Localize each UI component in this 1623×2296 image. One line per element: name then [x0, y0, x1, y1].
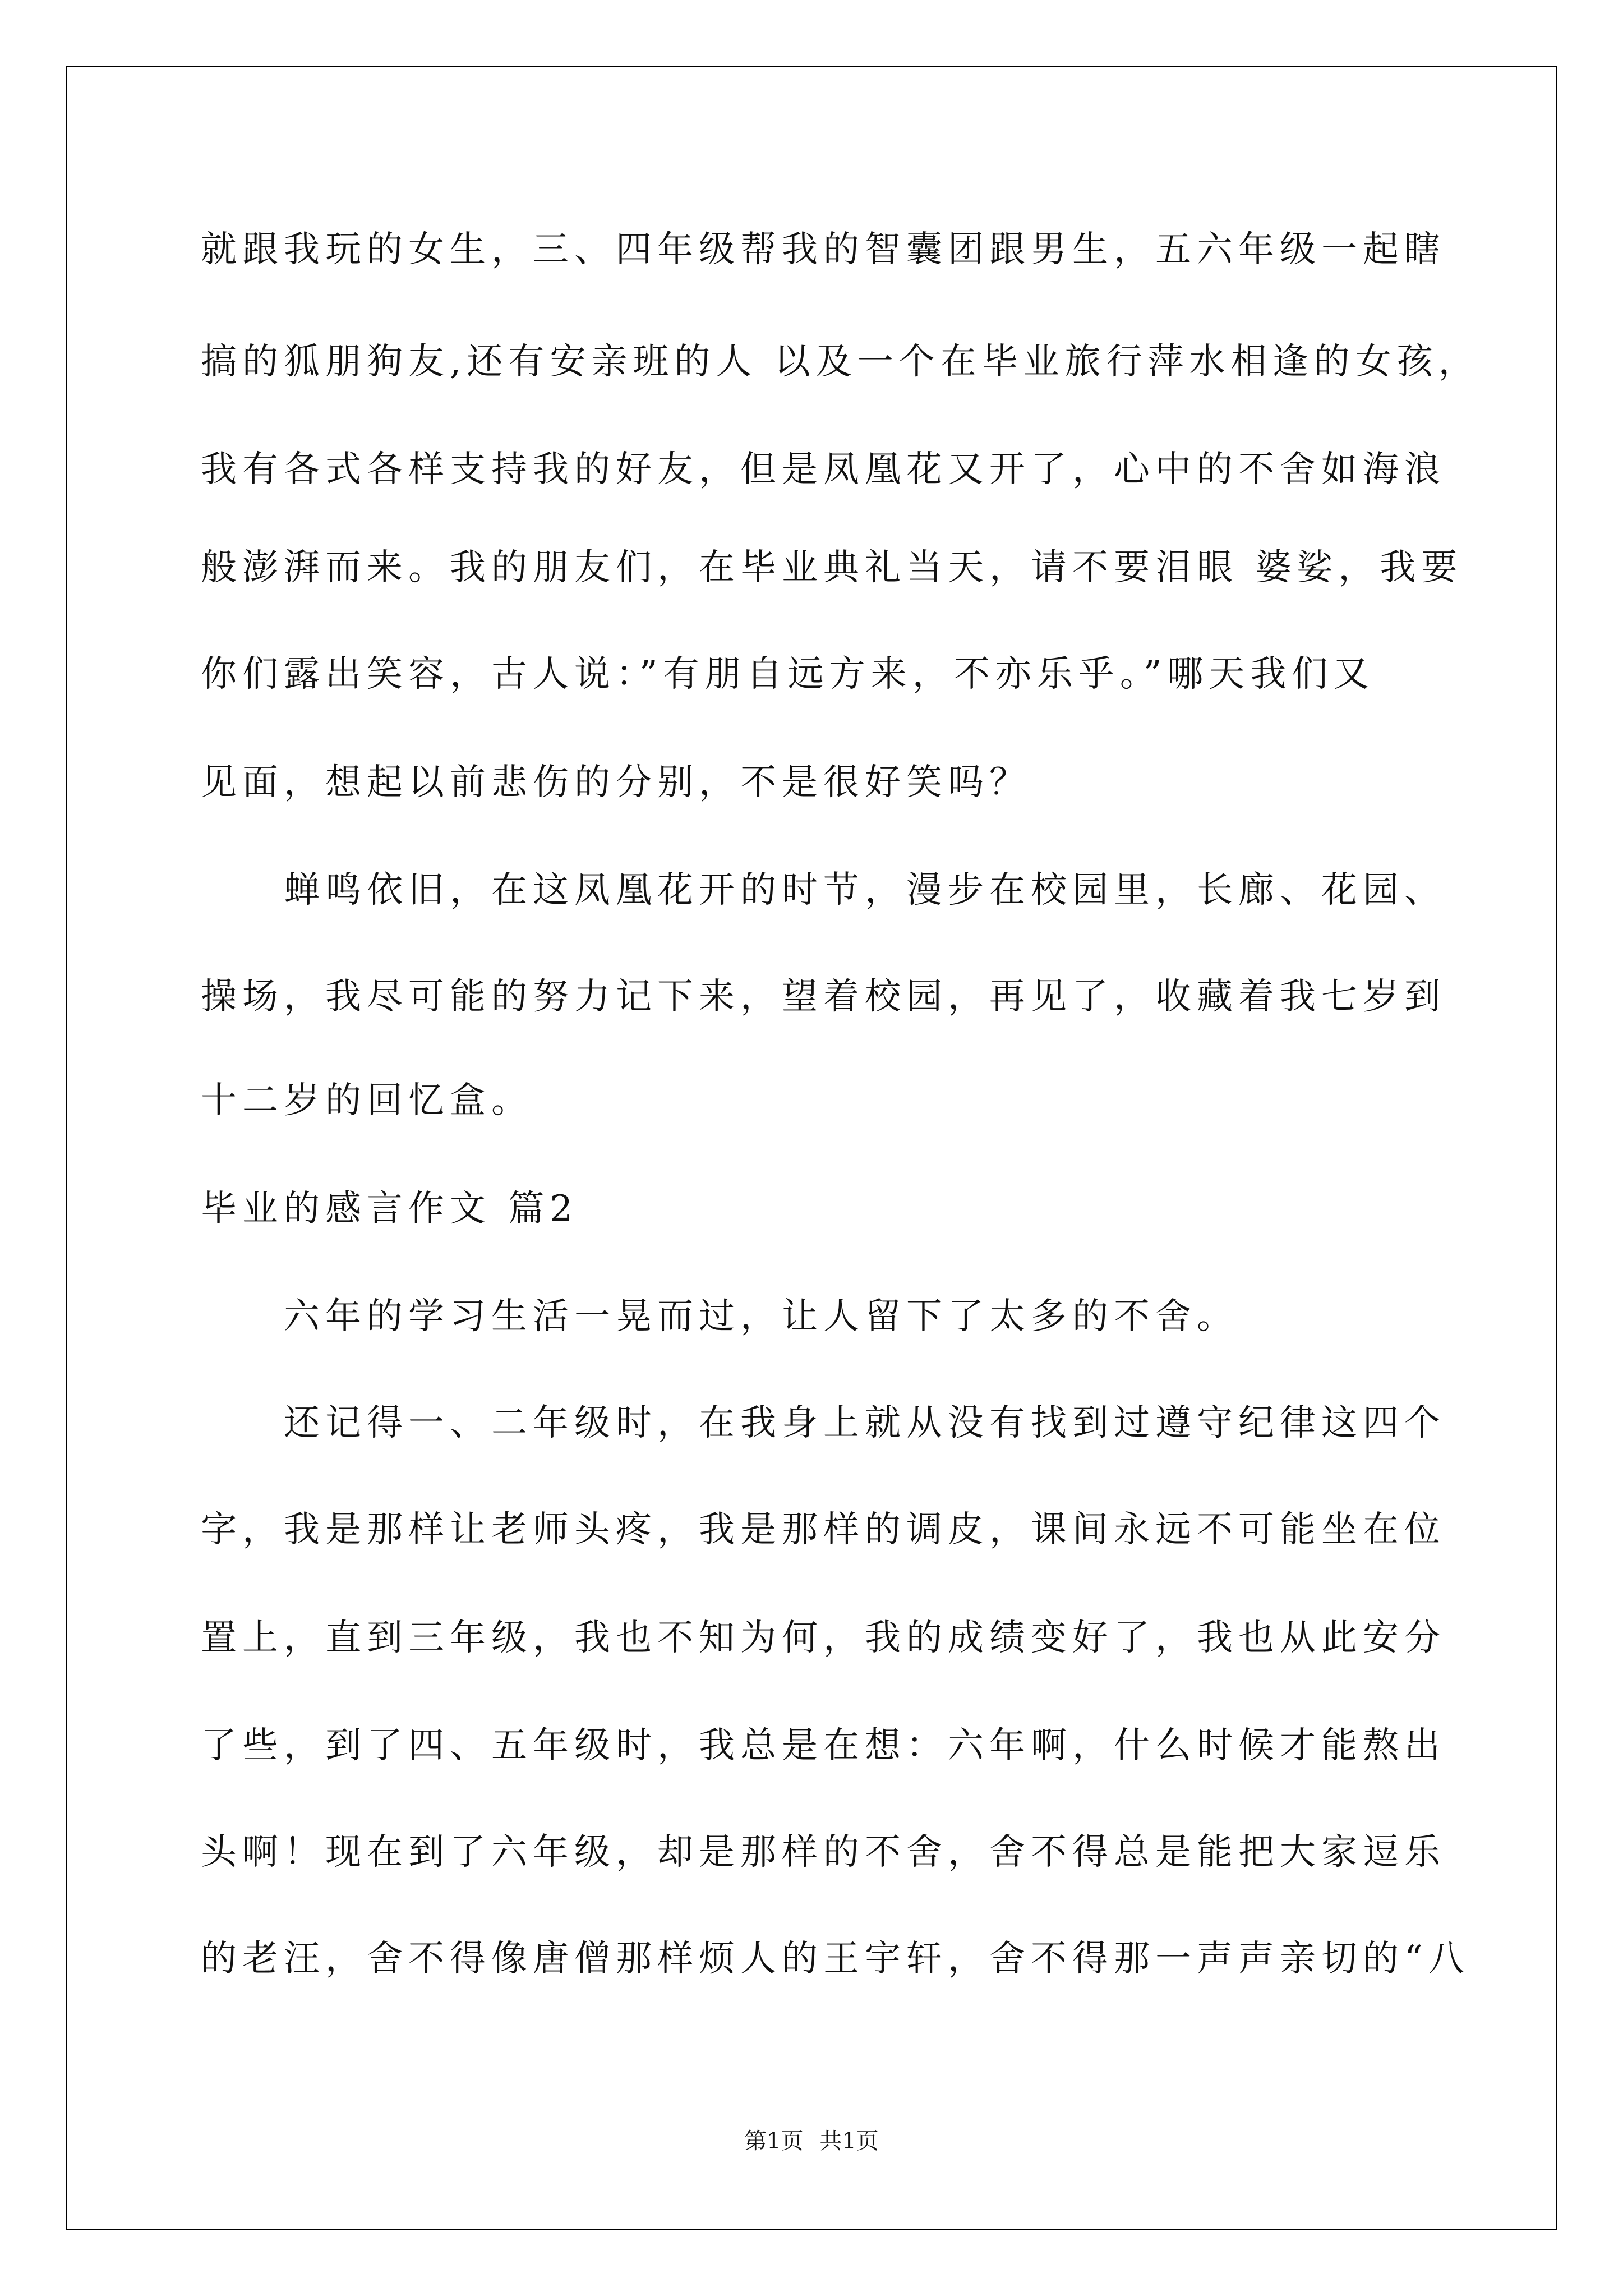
paragraph-line: 了些，到了四、五年级时，我总是在想：六年啊，什么时候才能熬出 — [201, 1725, 1446, 1766]
paragraph-line: 我有各式各样支持我的好友，但是凤凰花又开了，心中的不舍如海浪 — [201, 449, 1446, 490]
page-border — [66, 66, 1557, 2230]
paragraph-line: 就跟我玩的女生，三、四年级帮我的智囊团跟男生，五六年级一起瞎 — [201, 229, 1446, 270]
page-number: 第1页 — [744, 2128, 804, 2154]
paragraph-line: 头啊！现在到了六年级，却是那样的不舍，舍不得总是能把大家逗乐 — [201, 1832, 1446, 1873]
paragraph-line: 还记得一、二年级时，在我身上就从没有找到过遵守纪律这四个 — [201, 1402, 1446, 1444]
paragraph-line: 置上，直到三年级，我也不知为何，我的成绩变好了，我也从此安分 — [201, 1617, 1446, 1659]
page-footer — [0, 2127, 1623, 2155]
paragraph-line: 六年的学习生活一晃而过，让人留下了太多的不舍。 — [201, 1296, 1238, 1337]
paragraph-line: 见面，想起以前悲伤的分别，不是很好笑吗？ — [201, 762, 1031, 803]
paragraph-line: 的老汪，舍不得像唐僧那样烦人的王宇轩，舍不得那一声声亲切的“八 — [201, 1938, 1470, 1980]
paragraph-line: 般澎湃而来。我的朋友们，在毕业典礼当天，请不要泪眼 婆娑，我要 — [201, 547, 1463, 588]
section-heading: 毕业的感言作文 篇2 — [201, 1188, 579, 1230]
paragraph-line: 蝉鸣依旧，在这凤凰花开的时节，漫步在校园里，长廊、花园、 — [201, 869, 1446, 911]
paragraph-line: 搞的狐朋狗友,还有安亲班的人 以及一个在毕业旅行萍水相逢的女孩， — [201, 341, 1480, 383]
paragraph-line: 你们露出笑容，古人说：”有朋自远方来，不亦乐乎。”哪天我们又 — [201, 654, 1375, 695]
page-total: 共1页 — [819, 2128, 879, 2154]
paragraph-line: 字，我是那样让老师头疼，我是那样的调皮，课间永远不可能坐在位 — [201, 1509, 1446, 1550]
paragraph-line: 十二岁的回忆盒。 — [201, 1080, 533, 1121]
paragraph-line: 操场，我尽可能的努力记下来，望着校园，再见了，收藏着我七岁到 — [201, 976, 1446, 1018]
